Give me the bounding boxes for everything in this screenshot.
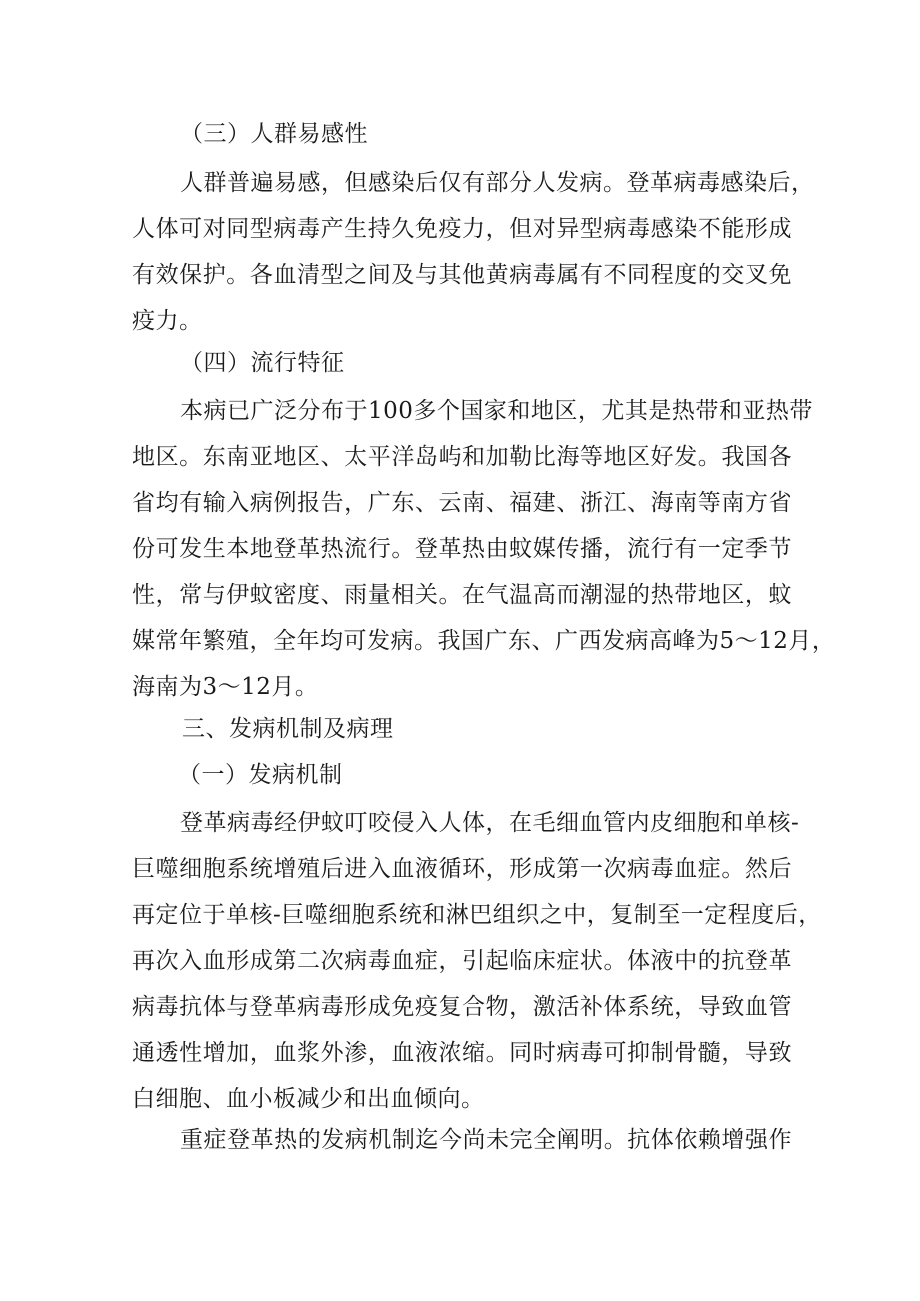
section-heading-mechanism: （一）发病机制 [178,762,343,788]
text-line: 本病已广泛分布于100多个国家和地区，尤其是热带和亚热带 [180,398,813,424]
paragraph-severe-mechanism [132,1117,792,1163]
chapter-heading-pathogenesis: 三、发病机制及病理 [182,716,394,742]
text-line: 人群普遍易感，但感染后仅有部分人发病。登革病毒感染后， [180,170,815,196]
text-line: 人体可对同型病毒产生持久免疫力，但对异型病毒感染不能形成 [132,216,792,242]
text-line: 再次入血形成第二次病毒血症，引起临床症状。体液中的抗登革 [132,948,792,974]
text-line: 海南为3～12月。 [132,674,319,700]
section-heading-susceptibility: （三）人群易感性 [180,121,368,147]
section-heading-epidemiology: （四）流行特征 [180,350,345,376]
text-line: 巨噬细胞系统增殖后进入血液循环，形成第一次病毒血症。然后 [132,856,792,882]
text-line: 疫力。 [132,308,203,334]
text-line: 病毒抗体与登革病毒形成免疫复合物，激活补体系统，导致血管 [132,994,792,1020]
paragraph-susceptibility [132,160,815,344]
text-line: 有效保护。各血清型之间及与其他黄病毒属有不同程度的交叉免 [132,262,792,288]
text-line: 白细胞、血小板减少和出血倾向。 [132,1086,485,1112]
paragraph-mechanism [132,800,822,1122]
text-line: 省均有输入病例报告，广东、云南、福建、浙江、海南等南方省 [132,490,792,516]
text-line: 重症登革热的发病机制迄今尚未完全阐明。抗体依赖增强作 [180,1127,792,1153]
text-line: 性，常与伊蚊密度、雨量相关。在气温高而潮湿的热带地区，蚊 [132,582,792,608]
text-line: 媒常年繁殖，全年均可发病。我国广东、广西发病高峰为5～12月， [132,628,836,654]
text-line: 登革病毒经伊蚊叮咬侵入人体，在毛细血管内皮细胞和单核- [180,810,800,836]
text-line: 通透性增加，血浆外渗，血液浓缩。同时病毒可抑制骨髓，导致 [132,1040,792,1066]
text-line: 地区。东南亚地区、太平洋岛屿和加勒比海等地区好发。我国各 [132,444,792,470]
paragraph-epidemiology [132,388,836,710]
text-line: 再定位于单核-巨噬细胞系统和淋巴组织之中，复制至一定程度后， [132,902,822,928]
text-line: 份可发生本地登革热流行。登革热由蚊媒传播，流行有一定季节 [132,536,792,562]
